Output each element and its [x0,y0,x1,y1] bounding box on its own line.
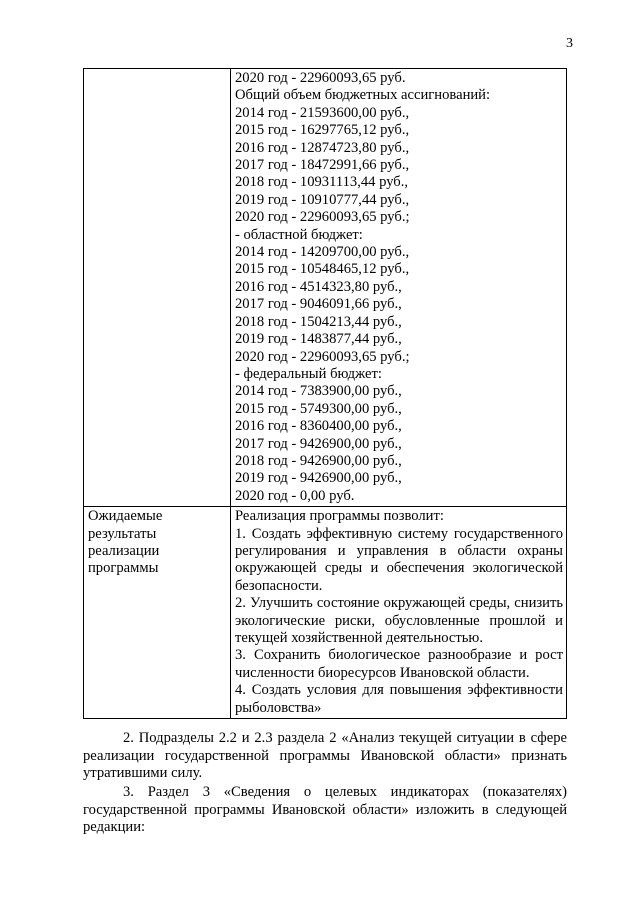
results-intro: Реализация программы позволит: [235,508,444,525]
table-row-budget [84,69,567,507]
budget-line: 2020 год - 22960093,65 руб.; [235,209,410,226]
result-item-1: 1. Создать эффективную систему государственного регулирования и управления в области охраны окружающей среды и обеспечения экологической безопасности. [235,525,563,594]
budget-line: 2014 год - 14209700,00 руб., [235,244,410,261]
budget-line: 2015 год - 10548465,12 руб., [235,261,410,278]
result-item-4: 4. Создать условия для повышения эффективности рыболовства» [235,682,563,716]
budget-line: 2016 год - 12874723,80 руб., [235,139,410,156]
budget-line: 2018 год - 1504213,44 руб., [235,313,402,330]
page-number: 3 [566,36,573,51]
budget-line: 2014 год - 21593600,00 руб., [235,104,410,121]
budget-line: 2019 год - 9426900,00 руб., [235,470,402,487]
budget-line: 2020 год - 0,00 руб. [235,487,355,504]
budget-cell [231,69,567,507]
budget-line: 2020 год - 22960093,65 руб. [235,70,406,86]
paragraph-2-text: 2. Подразделы 2.2 и 2.3 раздела 2 «Анализ текущей ситуации в сфере реализации государственной программы Ивановской области» признать утратившими силу. [83,730,567,782]
results-content-cell [231,507,567,719]
results-label-line: Ожидаемые [88,508,163,525]
table-row-results [84,507,567,719]
budget-line: - областной бюджет: [235,226,363,243]
result-item-3: 3. Сохранить биологическое разнообразие и рост численности биоресурсов Ивановской области. [235,647,563,681]
budget-line: 2014 год - 7383900,00 руб., [235,383,402,400]
budget-line: 2017 год - 18472991,66 руб., [235,157,410,174]
results-label-cell [84,507,231,719]
budget-line: 2016 год - 8360400,00 руб., [235,418,402,435]
result-item-2: 2. Улучшить состояние окружающей среды, снизить экологические риски, обусловленные прошлой и текущей хозяйственной деятельностью. [235,595,563,646]
budget-line: 2015 год - 5749300,00 руб., [235,400,402,417]
budget-line: 2018 год - 10931113,44 руб., [235,174,409,191]
budget-line: 2020 год - 22960093,65 руб.; [235,348,410,365]
results-label-line: реализации [88,542,160,559]
budget-line: 2017 год - 9046091,66 руб., [235,296,402,313]
budget-line: 2017 год - 9426900,00 руб., [235,435,402,452]
paragraph-2 [83,730,567,783]
budget-line: 2016 год - 4514323,80 руб., [235,278,402,295]
program-passport-table [83,68,567,719]
budget-line: 2019 год - 10910777,44 руб., [235,191,410,208]
budget-line: Общий объем бюджетных ассигнований: [235,87,491,104]
paragraph-3-text: 3. Раздел 3 «Сведения о целевых индикаторах (показателях) государственной программы Ивановской области» изложить в следующей редакции: [83,784,567,836]
budget-line: 2018 год - 9426900,00 руб., [235,452,402,469]
results-label-line: программы [88,560,159,577]
budget-line: 2015 год - 16297765,12 руб., [235,122,410,139]
paragraph-3 [83,784,567,837]
table-cell-empty [84,69,231,507]
budget-line: 2019 год - 1483877,44 руб., [235,331,402,348]
results-label-line: результаты [88,525,157,542]
budget-line: - федеральный бюджет: [235,365,382,382]
